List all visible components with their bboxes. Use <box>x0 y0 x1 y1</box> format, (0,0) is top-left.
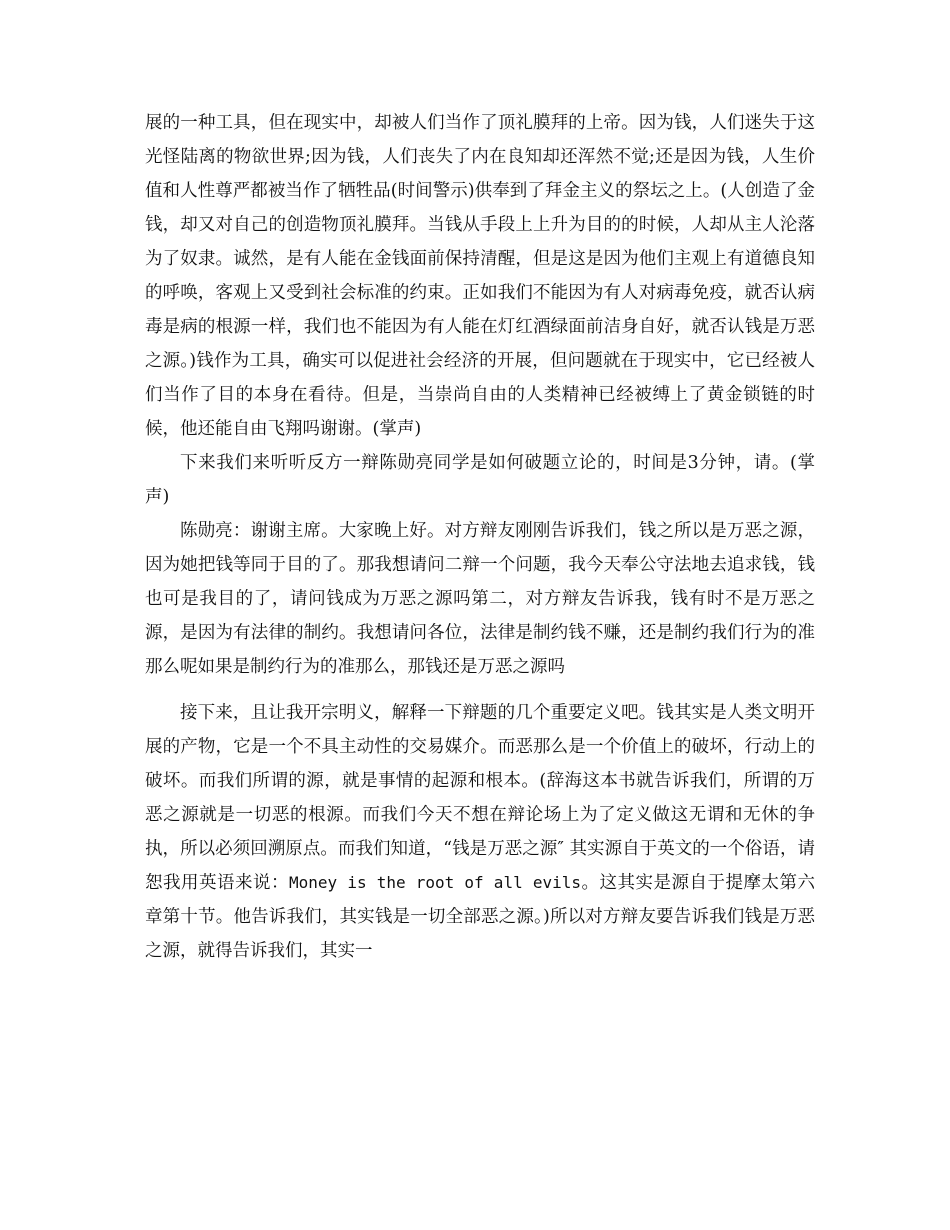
paragraph-continued: 展的一种工具，但在现实中，却被人们当作了顶礼膜拜的上帝。因为钱，人们迷失于这光怪陆离的物欲世界;因为钱，人们丧失了内在良知却还浑然不觉;还是因为钱，人生价值和人性尊严都被当作了牺牲品(时间警示)供奉到了拜金主义的祭坛之上。(人创造了金钱，却又对自己的创造物顶礼膜拜。当钱从手段上上升为目的的时候，人却从主人沦落为了奴隶。诚然，是有人能在金钱面前保持清醒，但是这是因为他们主观上有道德良知的呼唤，客观上又受到社会标准的约束。正如我们不能因为有人对病毒免疫，就否认病毒是病的根源一样，我们也不能因为有人能在灯红酒绿面前洁身自好，就否认钱是万恶之源。)钱作为工具，确实可以促进社会经济的开展，但问题就在于现实中，它已经被人们当作了目的本身在看待。但是，当崇尚自由的人类精神已经被缚上了黄金锁链的时候，他还能自由飞翔吗谢谢。(掌声) <box>145 113 815 439</box>
paragraph-definitions <box>145 696 815 968</box>
document-body <box>145 106 815 968</box>
paragraph-chen-xunliang: 陈勋亮：谢谢主席。大家晚上好。对方辩友刚刚告诉我们，钱之所以是万恶之源，因为她把钱等同于目的了。那我想请问二辩一个问题，我今天奉公守法地去追求钱，钱也可是我目的了，请问钱成为万恶之源吗第二，对方辩友告诉我，钱有时不是万恶之源，是因为有法律的制约。我想请问各位，法律是制约钱不赚，还是制约我们行为的准那么呢如果是制约行为的准那么，那钱还是万恶之源吗 <box>145 521 815 677</box>
paragraph-definitions-tail: 。这其实是源自于提摩太第六章第十节。他告诉我们，其实钱是一切全部恶之源。)所以对方辩友要告诉我们钱是万恶之源，就得告诉我们，其实一 <box>145 873 816 961</box>
english-quote: Money is the root of all evils <box>289 873 582 892</box>
paragraph-definitions-text: 接下来，且让我开宗明义，解释一下辩题的几个重要定义吧。钱其实是人类文明开展的产物，它是一个不具主动性的交易媒介。而恶那么是一个价值上的破坏，行动上的破坏。而我们所谓的源，就是事情的起源和根本。(辞海这本书就告诉我们，所谓的万恶之源就是一切恶的根源。而我们今天不想在辩论场上为了定义做这无谓和无休的争执，所以必须回溯原点。而我们知道，“钱是万恶之源″ 其实源自于英文的一个俗语，请恕我用英语来说： <box>145 703 815 893</box>
paragraph-host-intro: 下来我们来听听反方一辩陈勋亮同学是如何破题立论的，时间是3分钟，请。(掌声) <box>145 453 815 507</box>
